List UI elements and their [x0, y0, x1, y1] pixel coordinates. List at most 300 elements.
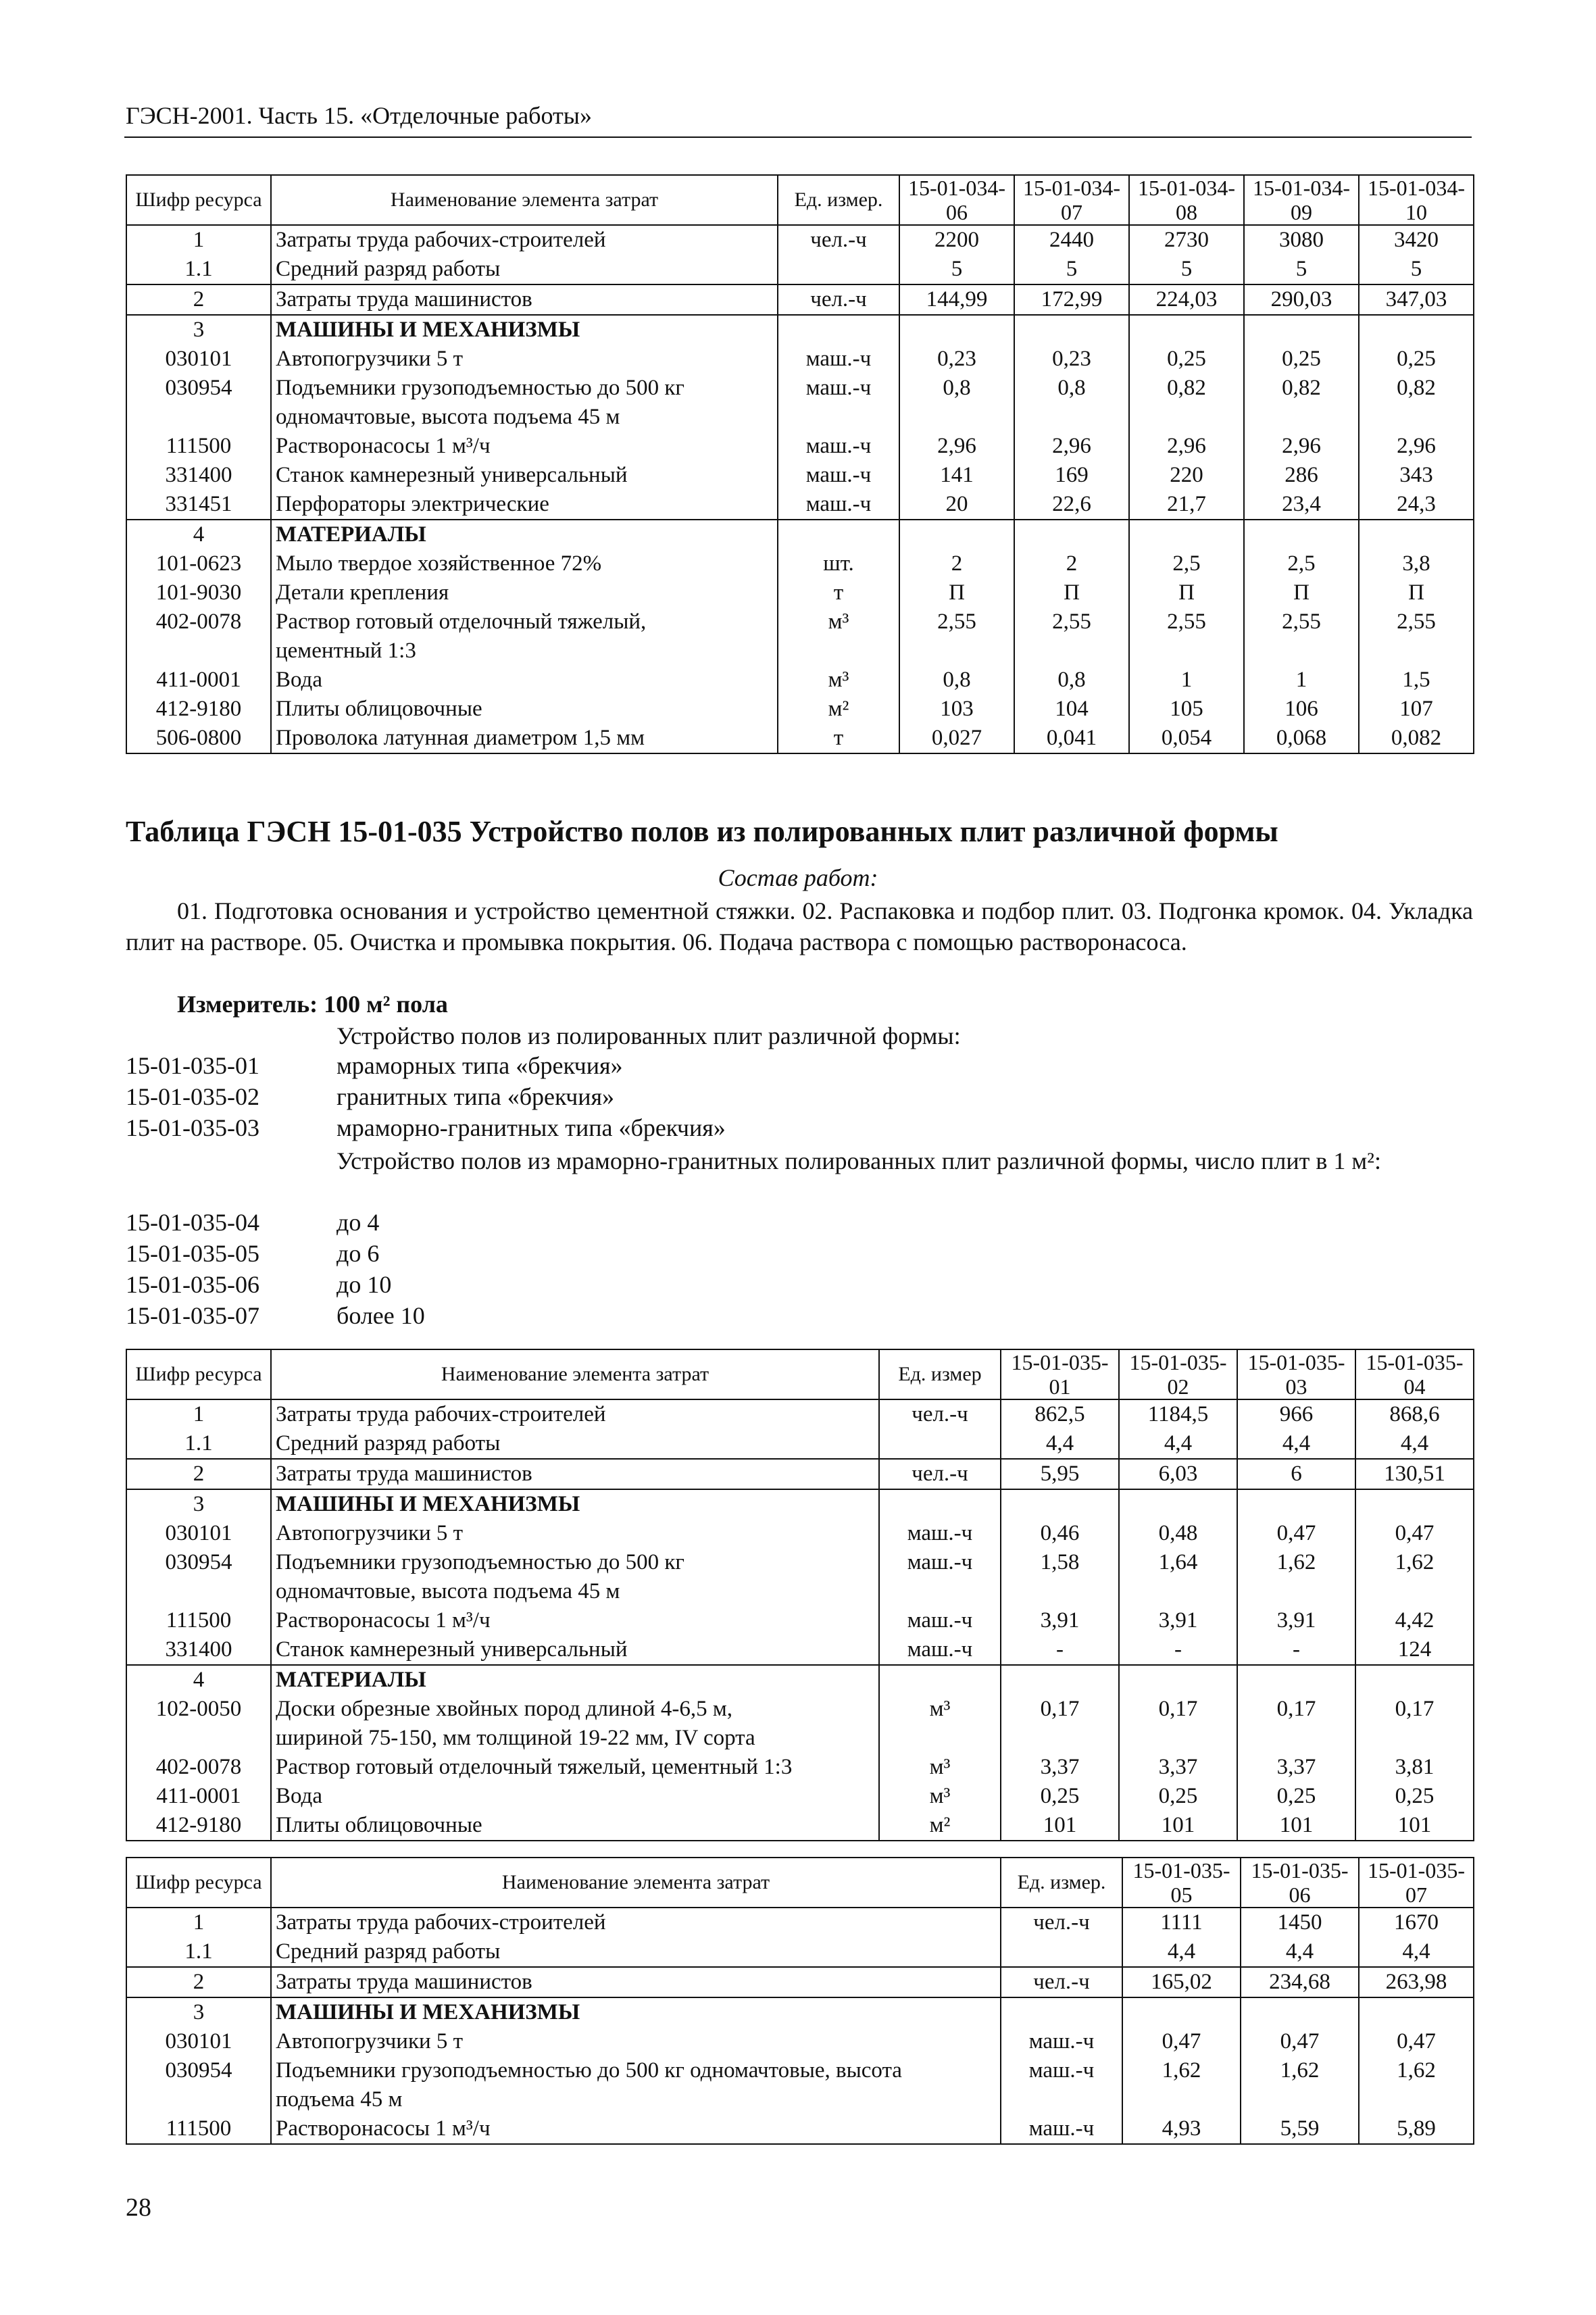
header-code: Шифр ресурса [126, 1349, 271, 1399]
cost-element-name [271, 315, 778, 345]
norm-value: 106 [1244, 695, 1359, 724]
resource-code: 030954 [126, 2056, 271, 2114]
unit: м² [879, 1811, 1001, 1841]
resource-code: 101-9030 [126, 578, 271, 607]
header-norm-code: 15-01-034-09 [1244, 175, 1359, 225]
cost-element-text: Автопогрузчики 5 т [276, 347, 464, 371]
cost-element-text: Затраты труда машинистов [276, 1462, 532, 1486]
norm-value: 2,55 [1129, 607, 1244, 666]
resource-code: 102-0050 [126, 1695, 271, 1753]
table-row [126, 1665, 1474, 1695]
norm-value: 2,96 [899, 432, 1014, 461]
norm-value: 0,8 [1014, 374, 1129, 432]
header-norm-code: 15-01-034-07 [1014, 175, 1129, 225]
norm-value: 20 [899, 490, 1014, 520]
resource-code: 412-9180 [126, 1811, 271, 1841]
norm-value: 0,17 [1355, 1695, 1474, 1753]
norm-value: 1184,5 [1119, 1399, 1237, 1429]
unit: маш.-ч [879, 1519, 1001, 1548]
norm-value: 1,62 [1237, 1548, 1355, 1606]
norm-text: мраморных типа «брекчия» [336, 1052, 623, 1079]
cost-element-text: Раствор готовый отделочный тяжелый, [276, 609, 647, 634]
table-row [126, 1811, 1474, 1841]
norm-value [1129, 315, 1244, 345]
norm-item [126, 1114, 726, 1142]
norm-item [126, 1301, 425, 1330]
header-rule [124, 136, 1472, 138]
header-norm-code: 15-01-035-06 [1241, 1858, 1359, 1908]
norm-value [1014, 520, 1129, 549]
table-row [126, 1908, 1474, 1937]
norm-text: гранитных типа «брекчия» [336, 1083, 615, 1110]
table-row [126, 315, 1474, 345]
header-norm-code: 15-01-035-04 [1355, 1349, 1474, 1399]
resource-code: 1 [126, 1908, 271, 1937]
norm-value: 3,37 [1237, 1753, 1355, 1782]
unit [778, 520, 899, 549]
norm-value: 0,25 [1355, 1782, 1474, 1811]
resource-code: 411-0001 [126, 666, 271, 695]
table-row [126, 1753, 1474, 1782]
norm-code: 15-01-035-06 [126, 1271, 259, 1298]
unit: маш.-ч [1001, 2114, 1122, 2144]
table-row [126, 520, 1474, 549]
norm-value: 0,47 [1122, 2027, 1241, 2056]
norm-value: 1 [1244, 666, 1359, 695]
table-header [126, 175, 1474, 225]
table-row [126, 461, 1474, 490]
norm-item [126, 1270, 391, 1299]
cost-element-name [271, 666, 778, 695]
norm-value: 101 [1119, 1811, 1237, 1841]
norm-value [1237, 1489, 1355, 1519]
table-row [126, 1459, 1474, 1489]
table-row [126, 695, 1474, 724]
norm-value: 101 [1355, 1811, 1474, 1841]
unit: м³ [778, 666, 899, 695]
resource-code: 2 [126, 284, 271, 315]
work-description: 01. Подготовка основания и устройство цементной стяжки. 02. Распаковка и подбор плит. 03. Подгонка кромок. 04. Укладка плит на растворе. 05. Очистка и промывка покрытия. 06. Подача раствора с помощью растворонасоса. [126, 897, 1473, 955]
running-header: ГЭСН-2001. Часть 15. «Отделочные работы» [126, 102, 592, 129]
norm-value: 286 [1244, 461, 1359, 490]
header-norm-code: 15-01-034-06 [899, 175, 1014, 225]
norm-code: 15-01-035-01 [126, 1052, 259, 1079]
norm-value: 172,99 [1014, 284, 1129, 315]
norm-value: 1670 [1359, 1908, 1474, 1937]
norm-value: 0,23 [899, 345, 1014, 374]
cost-element-name [271, 1782, 879, 1811]
cost-element-text: Станок камнерезный универсальный [276, 1637, 628, 1662]
unit: м³ [879, 1753, 1001, 1782]
norm-value: П [1129, 578, 1244, 607]
resource-code: 101-0623 [126, 549, 271, 578]
resource-code: 1 [126, 1399, 271, 1429]
table-row [126, 1967, 1474, 1997]
table-row [126, 578, 1474, 607]
norm-text: до 4 [336, 1209, 380, 1236]
norm-value: 862,5 [1001, 1399, 1119, 1429]
norm-value: 868,6 [1355, 1399, 1474, 1429]
norm-value: 2,96 [1014, 432, 1129, 461]
unit: м³ [879, 1695, 1001, 1753]
norm-value: 347,03 [1359, 284, 1474, 315]
cost-element-name [271, 1606, 879, 1635]
norm-value: 0,8 [1014, 666, 1129, 695]
resource-code: 1.1 [126, 1429, 271, 1459]
norm-value [1237, 1665, 1355, 1695]
norm-value: 5,95 [1001, 1459, 1119, 1489]
header-code: Шифр ресурса [126, 175, 271, 225]
header-norm-code: 15-01-035-05 [1122, 1858, 1241, 1908]
norm-value [899, 520, 1014, 549]
norm-code: 15-01-035-07 [126, 1302, 259, 1329]
norm-value: 3,81 [1355, 1753, 1474, 1782]
cost-element-text: Вода [276, 1784, 322, 1808]
resource-code: 030101 [126, 1519, 271, 1548]
norm-value [1122, 1997, 1241, 2027]
table-row [126, 284, 1474, 315]
unit [879, 1665, 1001, 1695]
cost-element-text: МАШИНЫ И МЕХАНИЗМЫ [276, 318, 580, 342]
norm-value [1244, 520, 1359, 549]
header-code: Шифр ресурса [126, 1858, 271, 1908]
unit: маш.-ч [778, 461, 899, 490]
norm-value: 104 [1014, 695, 1129, 724]
norm-value: 4,4 [1001, 1429, 1119, 1459]
norm-code: 15-01-035-02 [126, 1083, 259, 1110]
cost-element-name [271, 1908, 1001, 1937]
norm-value: 130,51 [1355, 1459, 1474, 1489]
cost-element-name [271, 1429, 879, 1459]
cost-element-name [271, 1695, 879, 1753]
unit [1001, 1997, 1122, 2027]
norm-value: 0,027 [899, 724, 1014, 753]
cost-element-text: МАТЕРИАЛЫ [276, 1668, 426, 1692]
cost-element-text: Автопогрузчики 5 т [276, 2029, 464, 2053]
norm-value: 0,47 [1241, 2027, 1359, 2056]
norm-value: 2200 [899, 225, 1014, 255]
norm-value: 0,23 [1014, 345, 1129, 374]
norm-item [126, 1208, 379, 1237]
norm-value: 23,4 [1244, 490, 1359, 520]
norm-value: 4,4 [1359, 1937, 1474, 1967]
table-row [126, 255, 1474, 284]
norm-value: 2,55 [1244, 607, 1359, 666]
unit: чел.-ч [1001, 1908, 1122, 1937]
table-row [126, 432, 1474, 461]
header-unit: Ед. измер [879, 1349, 1001, 1399]
norm-value: 165,02 [1122, 1967, 1241, 1997]
unit: чел.-ч [778, 284, 899, 315]
cost-element-name [271, 1548, 879, 1606]
table-row [126, 666, 1474, 695]
norm-value: 24,3 [1359, 490, 1474, 520]
table-row [126, 1399, 1474, 1429]
cost-element-name [271, 724, 778, 753]
unit: маш.-ч [879, 1635, 1001, 1665]
cost-element-name [271, 1967, 1001, 1997]
norm-value: 2,55 [1014, 607, 1129, 666]
cost-element-name [271, 432, 778, 461]
cost-element-text: Плиты облицовочные [276, 697, 482, 721]
table-row [126, 1635, 1474, 1665]
norm-value: 5 [899, 255, 1014, 284]
norm-value [1119, 1489, 1237, 1519]
header-unit: Ед. измер. [1001, 1858, 1122, 1908]
norm-value: 4,42 [1355, 1606, 1474, 1635]
resource-code: 030101 [126, 345, 271, 374]
cost-element-text: Автопогрузчики 5 т [276, 1521, 464, 1545]
norm-value: 0,25 [1001, 1782, 1119, 1811]
norm-value: 4,4 [1355, 1429, 1474, 1459]
norm-value: 4,93 [1122, 2114, 1241, 2144]
cost-element-text: Доски обрезные хвойных пород длиной 4-6,5 м, [276, 1697, 732, 1721]
norm-value [1359, 520, 1474, 549]
norm-value: 234,68 [1241, 1967, 1359, 1997]
cost-element-text: МАТЕРИАЛЫ [276, 522, 426, 547]
header-name: Наименование элемента затрат [271, 1349, 879, 1399]
cost-element-text: Средний разряд работы [276, 1939, 501, 1964]
norm-value: 2,5 [1129, 549, 1244, 578]
cost-element-text: Подъемники грузоподъемностью до 500 кг одномачтовые, высота [276, 2058, 902, 2083]
norm-table-035-part2 [126, 1857, 1474, 2145]
cost-element-text: Подъемники грузоподъемностью до 500 кг [276, 376, 684, 400]
header-norm-code: 15-01-034-10 [1359, 175, 1474, 225]
norm-value: 2730 [1129, 225, 1244, 255]
norm-value: 2,96 [1359, 432, 1474, 461]
norm-code: 15-01-035-03 [126, 1114, 259, 1141]
cost-element-name [271, 461, 778, 490]
norm-value: 4,4 [1119, 1429, 1237, 1459]
norm-value: 4,4 [1122, 1937, 1241, 1967]
unit: маш.-ч [778, 490, 899, 520]
header-unit: Ед. измер. [778, 175, 899, 225]
cost-element-text-cont: шириной 75-150, мм толщиной 19-22 мм, IV сорта [276, 1726, 755, 1750]
resource-code: 1.1 [126, 1937, 271, 1967]
cost-element-name [271, 607, 778, 666]
cost-element-name [271, 255, 778, 284]
norm-value: 0,25 [1119, 1782, 1237, 1811]
norm-value: 124 [1355, 1635, 1474, 1665]
norm-value: 3,91 [1237, 1606, 1355, 1635]
unit: м³ [879, 1782, 1001, 1811]
unit: т [778, 724, 899, 753]
norm-value: 0,054 [1129, 724, 1244, 753]
cost-element-name [271, 695, 778, 724]
norm-value: 966 [1237, 1399, 1355, 1429]
norm-value: 1,58 [1001, 1548, 1119, 1606]
table-row [126, 1548, 1474, 1606]
resource-code: 2 [126, 1459, 271, 1489]
table-row [126, 1429, 1474, 1459]
resource-code: 1 [126, 225, 271, 255]
norm-value: 343 [1359, 461, 1474, 490]
cost-element-text: Растворонасосы 1 м³/ч [276, 2116, 491, 2141]
header-norm-code: 15-01-035-03 [1237, 1349, 1355, 1399]
norm-value: 22,6 [1014, 490, 1129, 520]
unit: чел.-ч [879, 1399, 1001, 1429]
cost-element-text: Плиты облицовочные [276, 1813, 482, 1837]
norm-value: 5 [1014, 255, 1129, 284]
table-body [126, 225, 1474, 753]
cost-element-text-cont: подъема 45 м [276, 2087, 403, 2112]
norm-value: П [1244, 578, 1359, 607]
norm-value: 3420 [1359, 225, 1474, 255]
resource-code: 411-0001 [126, 1782, 271, 1811]
cost-element-name [271, 490, 778, 520]
norm-value: 0,25 [1244, 345, 1359, 374]
cost-element-text: Затраты труда рабочих-строителей [276, 1910, 606, 1935]
table-row [126, 1489, 1474, 1519]
table-title: Таблица ГЭСН 15-01-035 Устройство полов из полированных плит различной формы [126, 815, 1278, 848]
norm-value: 220 [1129, 461, 1244, 490]
table-row [126, 724, 1474, 753]
cost-element-name [271, 2114, 1001, 2144]
cost-element-text: Проволока латунная диаметром 1,5 мм [276, 726, 645, 750]
unit [879, 1429, 1001, 1459]
cost-element-text: Средний разряд работы [276, 257, 501, 281]
norm-value: 2,96 [1129, 432, 1244, 461]
table-row [126, 549, 1474, 578]
norm-item [126, 1051, 623, 1080]
resource-code: 111500 [126, 432, 271, 461]
table-row [126, 1997, 1474, 2027]
cost-element-name [271, 225, 778, 255]
cost-element-name [271, 1665, 879, 1695]
norm-value: 6,03 [1119, 1459, 1237, 1489]
cost-element-text: Детали крепления [276, 580, 449, 605]
norm-value: 5 [1244, 255, 1359, 284]
table-row [126, 607, 1474, 666]
norm-value: 0,082 [1359, 724, 1474, 753]
cost-element-text-cont: одномачтовые, высота подъема 45 м [276, 1579, 620, 1603]
norm-value: 4,4 [1241, 1937, 1359, 1967]
norm-value [1241, 1997, 1359, 2027]
table-row [126, 2056, 1474, 2114]
header-row [126, 1858, 1474, 1908]
cost-element-name [271, 1635, 879, 1665]
resource-code: 030101 [126, 2027, 271, 2056]
norm-value: 1111 [1122, 1908, 1241, 1937]
norm-value [1129, 520, 1244, 549]
composition-label: Состав работ: [718, 864, 878, 891]
resource-code: 402-0078 [126, 1753, 271, 1782]
unit: маш.-ч [1001, 2056, 1122, 2114]
norm-value: 2 [899, 549, 1014, 578]
header-row [126, 1349, 1474, 1399]
cost-element-name [271, 1399, 879, 1429]
norm-value: 0,25 [1129, 345, 1244, 374]
resource-code: 331451 [126, 490, 271, 520]
unit: маш.-ч [778, 374, 899, 432]
norm-code: 15-01-035-05 [126, 1240, 259, 1267]
cost-element-name [271, 1811, 879, 1841]
norm-value: 224,03 [1129, 284, 1244, 315]
intro-polished-plates: Устройство полов из полированных плит различной формы: [336, 1022, 961, 1049]
unit [778, 315, 899, 345]
norm-value: 0,82 [1129, 374, 1244, 432]
norm-value: 105 [1129, 695, 1244, 724]
unit: маш.-ч [778, 432, 899, 461]
header-row [126, 175, 1474, 225]
unit [1001, 1937, 1122, 1967]
cost-element-name [271, 2056, 1001, 2114]
resource-code: 412-9180 [126, 695, 271, 724]
cost-element-text: МАШИНЫ И МЕХАНИЗМЫ [276, 2000, 580, 2024]
norm-value [1001, 1665, 1119, 1695]
norm-value [1359, 1997, 1474, 2027]
unit: маш.-ч [879, 1548, 1001, 1606]
cost-element-text: МАШИНЫ И МЕХАНИЗМЫ [276, 1492, 580, 1516]
resource-code: 4 [126, 520, 271, 549]
header-norm-code: 15-01-035-01 [1001, 1349, 1119, 1399]
norm-value [1359, 315, 1474, 345]
unit: чел.-ч [778, 225, 899, 255]
unit: чел.-ч [879, 1459, 1001, 1489]
norm-value: П [1359, 578, 1474, 607]
norm-value: 5 [1129, 255, 1244, 284]
norm-value: 0,25 [1237, 1782, 1355, 1811]
cost-element-text: Раствор готовый отделочный тяжелый, цементный 1:3 [276, 1755, 793, 1779]
cost-element-text: Станок камнерезный универсальный [276, 463, 628, 487]
resource-code: 4 [126, 1665, 271, 1695]
cost-element-text: Вода [276, 668, 322, 692]
norm-value: 0,82 [1244, 374, 1359, 432]
cost-element-name [271, 1997, 1001, 2027]
norm-value: 3080 [1244, 225, 1359, 255]
cost-element-name [271, 2027, 1001, 2056]
norm-value: 0,48 [1119, 1519, 1237, 1548]
norm-value [1355, 1489, 1474, 1519]
norm-value: 0,47 [1355, 1519, 1474, 1548]
norm-value: 6 [1237, 1459, 1355, 1489]
norm-value: 141 [899, 461, 1014, 490]
cost-element-text: Затраты труда рабочих-строителей [276, 1402, 606, 1426]
norm-value: 1,62 [1241, 2056, 1359, 2114]
unit: маш.-ч [1001, 2027, 1122, 2056]
cost-element-text-cont: цементный 1:3 [276, 639, 416, 663]
norm-value: - [1237, 1635, 1355, 1665]
cost-element-name [271, 520, 778, 549]
intro-marble-granite: Устройство полов из мраморно-гранитных полированных плит различной формы, число плит в 1 м²: [336, 1147, 1381, 1174]
cost-element-text: Подъемники грузоподъемностью до 500 кг [276, 1550, 684, 1574]
cost-element-text: Растворонасосы 1 м³/ч [276, 1608, 491, 1633]
table-row [126, 2027, 1474, 2056]
table-body [126, 1908, 1474, 2144]
norm-value: 0,25 [1359, 345, 1474, 374]
unit [879, 1489, 1001, 1519]
norm-value: 0,17 [1001, 1695, 1119, 1753]
norm-value: 107 [1359, 695, 1474, 724]
unit: м² [778, 695, 899, 724]
cost-element-name [271, 284, 778, 315]
cost-element-text-cont: одномачтовые, высота подъема 45 м [276, 405, 620, 429]
norm-value: 3,37 [1001, 1753, 1119, 1782]
norm-value: 0,47 [1237, 1519, 1355, 1548]
norm-text: мраморно-гранитных типа «брекчия» [336, 1114, 726, 1141]
norm-value: 1,62 [1355, 1548, 1474, 1606]
resource-code: 402-0078 [126, 607, 271, 666]
norm-value: 3,8 [1359, 549, 1474, 578]
resource-code: 111500 [126, 2114, 271, 2144]
norm-item [126, 1239, 379, 1268]
unit [778, 255, 899, 284]
norm-value [1014, 315, 1129, 345]
norm-value: 0,46 [1001, 1519, 1119, 1548]
resource-code: 3 [126, 315, 271, 345]
norm-value: 1,62 [1359, 2056, 1474, 2114]
table-row [126, 1937, 1474, 1967]
